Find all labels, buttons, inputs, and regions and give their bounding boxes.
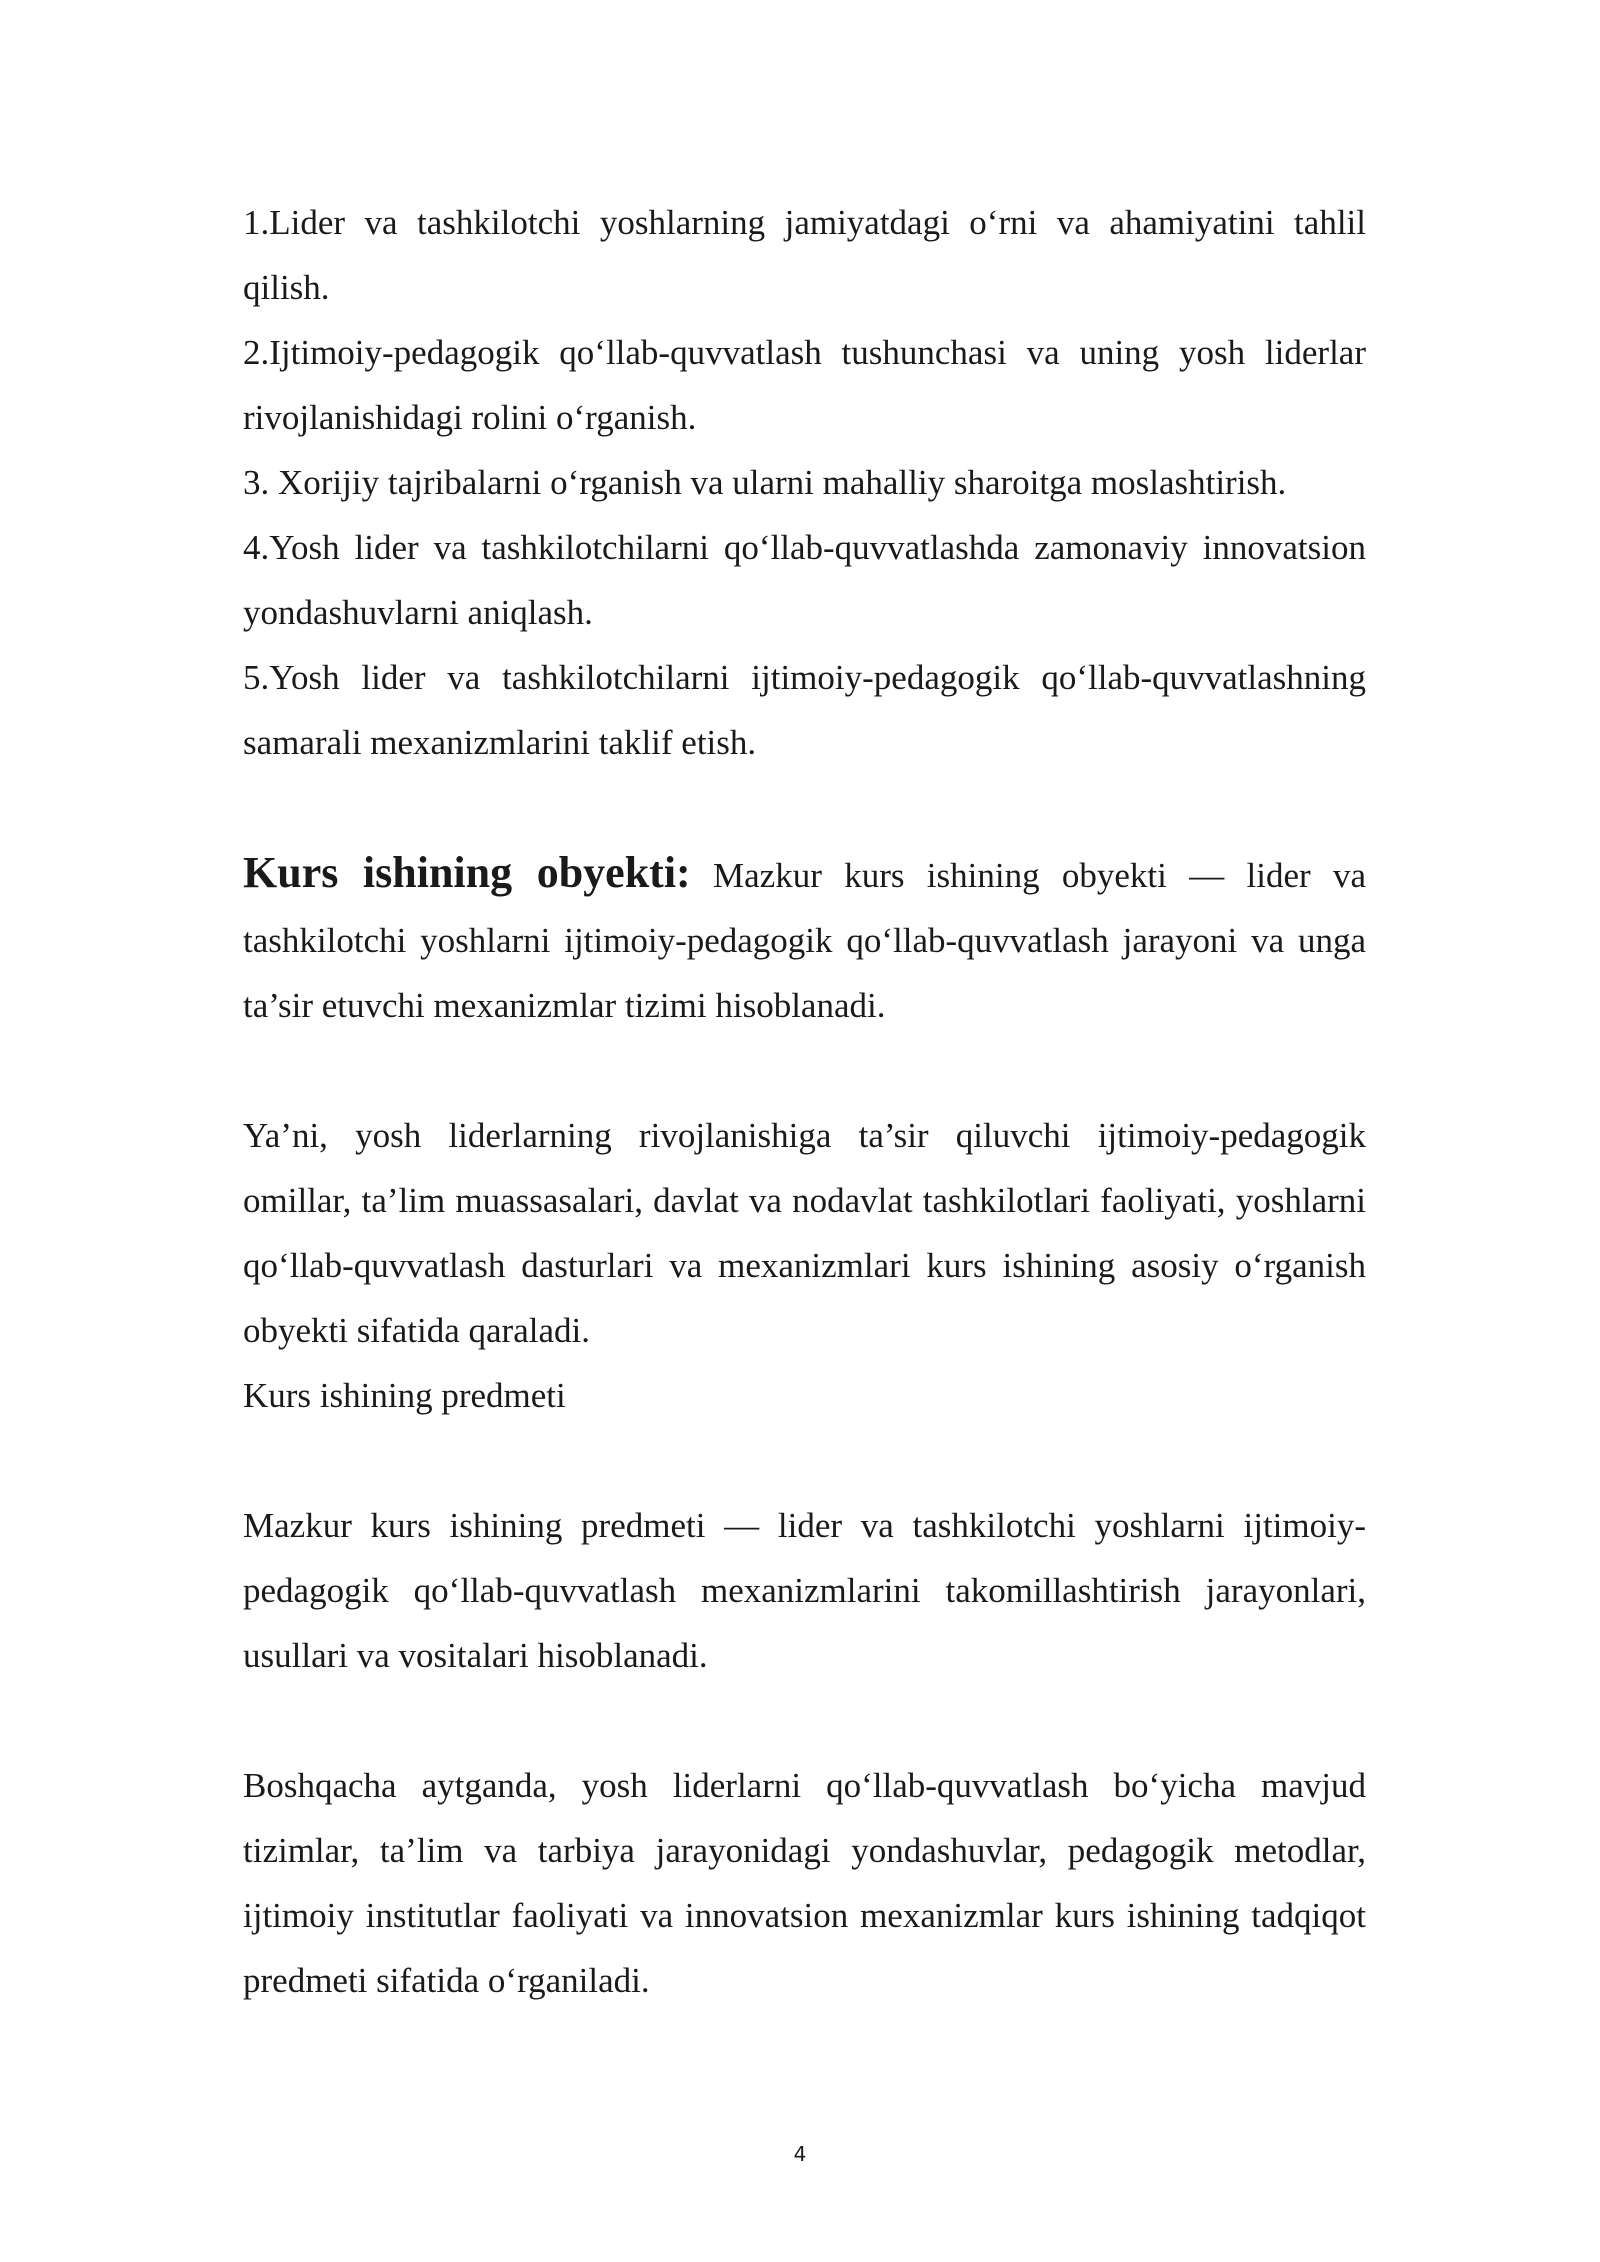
page-number: 4 [793,2142,807,2166]
object-heading: Kurs ishining obyekti: [243,848,691,897]
object-text: Mazkur kurs ishining obyekti — lider va tashkilotchi yoshlarni ijtimoiy-pedagogik qo‘llab-quvvatlash jarayoni va unga ta’sir etuvchi mexanizmlar tizimi hisoblanadi. [243,856,1367,1025]
page-content [243,190,1366,2013]
task-item-4: 4.Yosh lider va tashkilotchilarni qo‘llab-quvvatlashda zamonaviy innovatsion yondashuvlarni aniqlash. [243,528,1366,632]
task-item-2: 2.Ijtimoiy-pedagogik qo‘llab-quvvatlash tushunchasi va uning yosh liderlar rivojlanishidagi rolini o‘rganish. [243,333,1366,437]
subject-explanation: Boshqacha aytganda, yosh liderlarni qo‘llab-quvvatlash bo‘yicha mavjud tizimlar, ta’lim va tarbiya jarayonidagi yondashuvlar, pedagogik metodlar, ijtimoiy institutlar faoliyati va innovatsion mexanizmlar kurs ishining tadqiqot predmeti sifatida o‘rganiladi. [243,1766,1366,2000]
subject-heading: Kurs ishining predmeti [243,1376,566,1415]
object-explanation: Ya’ni, yosh liderlarning rivojlanishiga ta’sir qiluvchi ijtimoiy-pedagogik omillar, ta’lim muassasalari, davlat va nodavlat tashkilotlari faoliyati, yoshlarni qo‘llab-quvvatlash dasturlari va mexanizmlari kurs ishining asosiy o‘rganish obyekti sifatida qaraladi. [243,1116,1366,1350]
task-item-5: 5.Yosh lider va tashkilotchilarni ijtimoiy-pedagogik qo‘llab-quvvatlashning samarali mexanizmlarini taklif etish. [243,658,1366,762]
task-item-3: 3. Xorijiy tajribalarni o‘rganish va ularni mahalliy sharoitga moslashtirish. [243,463,1287,502]
subject-text: Mazkur kurs ishining predmeti — lider va tashkilotchi yoshlarni ijtimoiy-pedagogik qo‘llab-quvvatlash mexanizmlarini takomillashtirish jarayonlari, usullari va vositalari hisoblanadi. [243,1506,1366,1675]
task-item-1: 1.Lider va tashkilotchi yoshlarning jamiyatdagi o‘rni va ahamiyatini tahlil qilish. [243,203,1366,307]
object-paragraph [243,840,1366,1038]
